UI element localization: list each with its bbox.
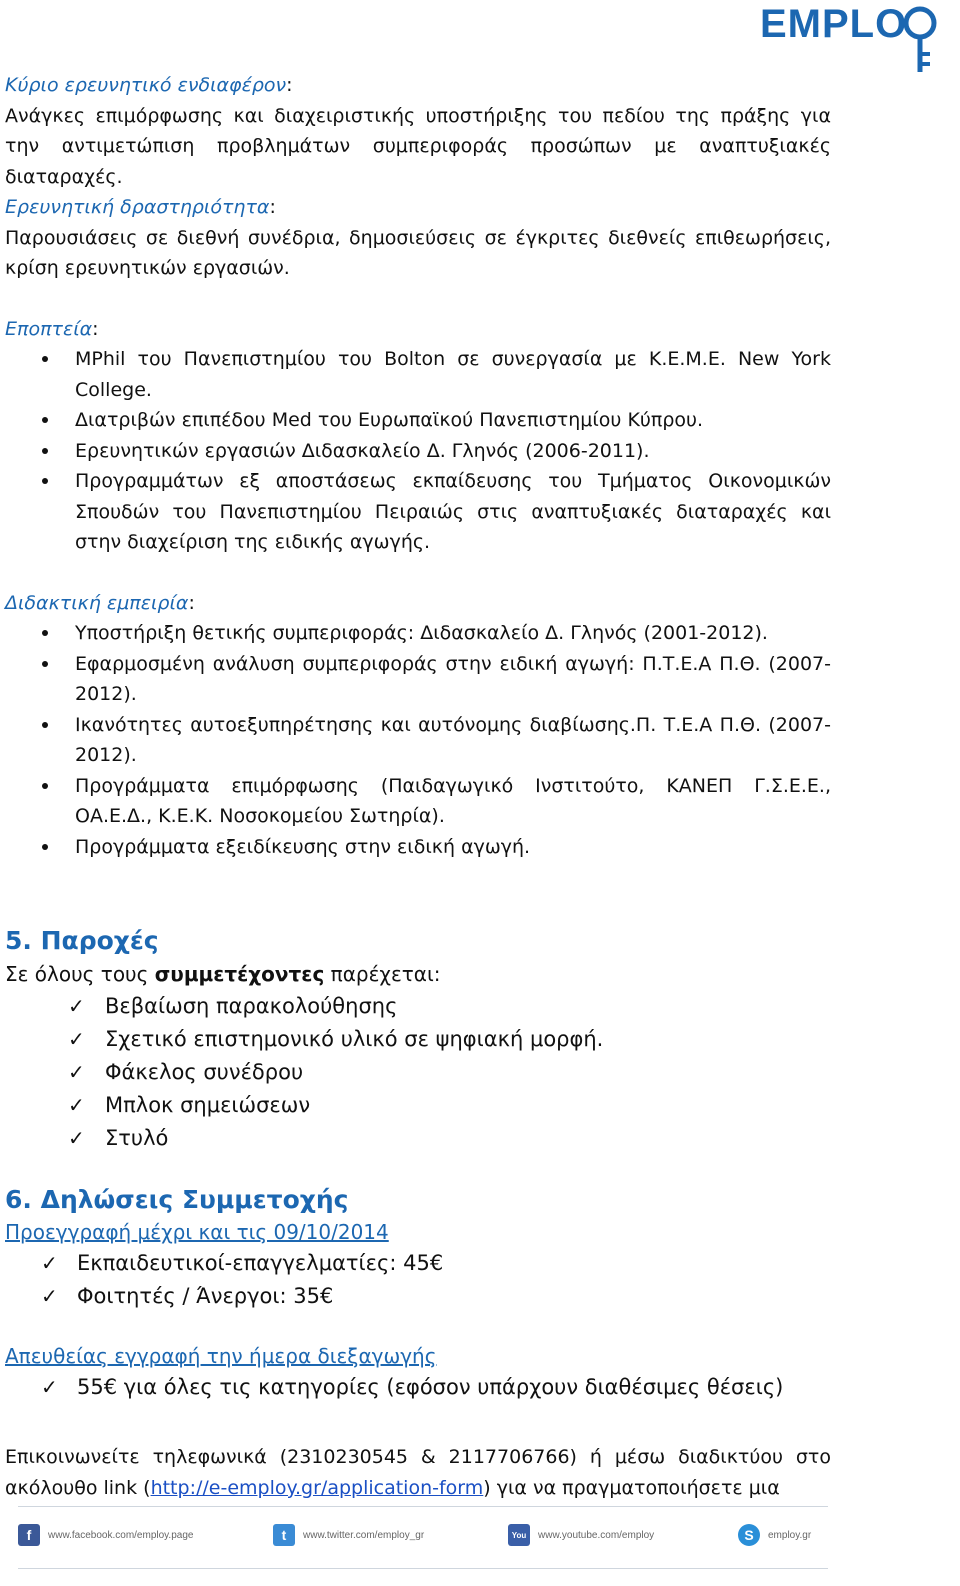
application-form-link[interactable]: http://e-employ.gr/application-form (150, 1477, 484, 1499)
supervision-heading: Εποπτεία: (5, 317, 99, 340)
list-item: Διατριβών επιπέδου Med του Ευρωπαϊκού Πανεπιστημίου Κύπρου. (5, 405, 831, 436)
direct-registration-label: Απευθείας εγγραφή την ήμερα διεξαγωγής (5, 1344, 437, 1368)
footer (18, 1504, 828, 1574)
check-icon: ✓ (68, 994, 85, 1018)
footer-twitter[interactable]: t www.twitter.com/employ_gr (273, 1524, 424, 1546)
preregistration-label: Προεγγραφή μέχρι και τις 09/10/2014 (5, 1220, 389, 1244)
skype-icon: S (738, 1524, 760, 1546)
document-body (5, 70, 831, 1504)
teaching-label: Διδακτική εμπειρία (5, 591, 189, 614)
employ-logo (760, 4, 907, 74)
list-item: ✓ 55€ για όλες τις κατηγορίες (εφόσον υπάρχουν διαθέσιμες θέσεις) (5, 1371, 831, 1404)
teaching-heading: Διδακτική εμπειρία: (5, 591, 195, 614)
check-icon: ✓ (68, 1027, 85, 1051)
benefits-intro: Σε όλους τους συμμετέχοντες παρέχεται: (5, 962, 441, 986)
facebook-icon: f (18, 1524, 40, 1546)
logo-text: EMPLO (760, 2, 908, 46)
research-interest-text: Ανάγκες επιμόρφωσης και διαχειριστικής υποστήριξης του πεδίου της πράξης για την αντιμετώπιση προβλημάτων συμπεριφοράς προσώπων με αναπτυξιακές διαταραχές. (5, 104, 831, 188)
footer-skype[interactable]: S employ.gr (738, 1524, 811, 1546)
research-interest: Κύριο ερευνητικό ενδιαφέρον: Ανάγκες επιμόρφωσης και διαχειριστικής υποστήριξης του πεδίου της πράξης για την αντιμετώπιση προβλημάτων συμπεριφοράς προσώπων με αναπτυξιακές διαταραχές. (5, 74, 831, 188)
list-item: MPhil του Πανεπιστημίου του Bolton σε συνεργασία με Κ.Ε.Μ.Ε. New York College. (5, 344, 831, 405)
list-item: ✓ Μπλοκ σημειώσεων (5, 1089, 831, 1122)
list-item: Εφαρμοσμένη ανάλυση συμπεριφοράς στην ειδική αγωγή: Π.Τ.Ε.Α Π.Θ. (2007-2012). (5, 649, 831, 710)
list-item: Ερευνητικών εργασιών Διδασκαλείο Δ. Γληνός (2006-2011). (5, 436, 831, 467)
list-item: ✓ Σχετικό επιστημονικό υλικό σε ψηφιακή μορφή. (5, 1023, 831, 1056)
check-icon: ✓ (41, 1284, 58, 1308)
supervision-list (5, 344, 831, 558)
list-item: Προγραμμάτων εξ αποστάσεως εκπαίδευσης του Τμήματος Οικονομικών Σπουδών του Πανεπιστημίου Πειραιώς στις αναπτυξιακές διαταραχές και στην διαχείριση της ειδικής αγωγής. (5, 466, 831, 558)
key-y-icon (895, 6, 945, 74)
youtube-icon: You (508, 1524, 530, 1546)
list-item: Προγράμματα εξειδίκευσης στην ειδική αγωγή. (5, 832, 831, 863)
list-item: ✓ Εκπαιδευτικοί-επαγγελματίες: 45€ (5, 1247, 831, 1280)
check-icon: ✓ (68, 1060, 85, 1084)
check-icon: ✓ (41, 1375, 58, 1399)
list-item: Υποστήριξη θετικής συμπεριφοράς: Διδασκαλείο Δ. Γληνός (2001-2012). (5, 618, 831, 649)
research-activity-label: Ερευνητική δραστηριότητα (5, 196, 270, 218)
list-item: Ικανότητες αυτοεξυπηρέτησης και αυτόνομης διαβίωσης.Π. Τ.Ε.Α Π.Θ. (2007-2012). (5, 710, 831, 771)
teaching-list (5, 618, 831, 862)
benefits-title: 5. Παροχές (5, 926, 159, 955)
check-icon: ✓ (41, 1251, 58, 1275)
twitter-icon: t (273, 1524, 295, 1546)
footer-youtube[interactable]: You www.youtube.com/employ (508, 1524, 654, 1546)
research-activity: Ερευνητική δραστηριότητα: Παρουσιάσεις σε διεθνή συνέδρια, δημοσιεύσεις σε έγκριτες διεθνείς επιθεωρήσεις, κρίση ερευνητικών εργασιών. (5, 196, 831, 279)
list-item: ✓ Φοιτητές / Άνεργοι: 35€ (5, 1280, 831, 1313)
preregistration-list (5, 1247, 831, 1313)
direct-registration-list (5, 1371, 831, 1404)
list-item: ✓ Βεβαίωση παρακολούθησης (5, 990, 831, 1023)
benefits-intro-bold: συμμετέχοντες (154, 962, 325, 986)
footer-facebook[interactable]: f www.facebook.com/employ.page (18, 1524, 193, 1546)
list-item: Προγράμματα επιμόρφωσης (Παιδαγωγικό Ινστιτούτο, ΚΑΝΕΠ Γ.Σ.Ε.Ε., ΟΑ.Ε.Δ., Κ.Ε.Κ. Νοσοκομείου Σωτηρία). (5, 771, 831, 832)
check-icon: ✓ (68, 1093, 85, 1117)
registration-title: 6. Δηλώσεις Συμμετοχής (5, 1185, 349, 1214)
research-interest-label: Κύριο ερευνητικό ενδιαφέρον (5, 74, 287, 96)
contact-paragraph: Επικοινωνείτε τηλεφωνικά (2310230545 & 2117706766) ή μέσω διαδικτύου στο ακόλουθο link (http://e-employ.gr/application-form) για να πραγματοποιήσετε μια (5, 1446, 831, 1499)
research-activity-text: Παρουσιάσεις σε διεθνή συνέδρια, δημοσιεύσεις σε έγκριτες διεθνείς επιθεωρήσεις, κρίση ερευνητικών εργασιών. (5, 226, 831, 279)
benefits-list (5, 990, 831, 1155)
check-icon: ✓ (68, 1126, 85, 1150)
list-item: ✓ Φάκελος συνέδρου (5, 1056, 831, 1089)
supervision-label: Εποπτεία (5, 317, 93, 340)
list-item: ✓ Στυλό (5, 1122, 831, 1155)
